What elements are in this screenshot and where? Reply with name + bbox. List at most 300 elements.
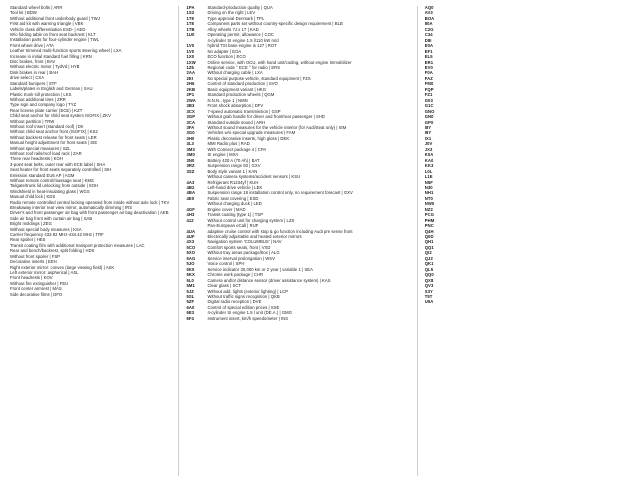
equipment-row: [425, 28, 636, 32]
equipment-description: Without backrest release for front seats | LER: [10, 134, 97, 140]
column-divider-1: [178, 6, 179, 476]
equipment-description: adaptive cruise control with stop & go function including Audi pre sense front: [207, 228, 353, 234]
equipment-code: 2EI: [186, 75, 194, 81]
equipment-description: Without traffic signs recognition | QKB: [207, 294, 280, 300]
column-left: [4, 6, 175, 298]
equipment-description: 4-cylinder SI engine 1.5 l/110 kW m/d: [207, 37, 279, 43]
equipment-code: FM0: [424, 81, 434, 87]
equipment-row: [186, 93, 413, 97]
equipment-code: I8Y: [424, 124, 432, 130]
equipment-description: Comfort sports seats, front | VXD: [207, 244, 271, 250]
equipment-code: F0A: [424, 70, 433, 76]
equipment-code: QK1: [424, 261, 434, 267]
equipment-code: G1C: [424, 103, 434, 109]
equipment-code: 2KB: [186, 86, 196, 92]
equipment-description: Without special measures | SZL: [10, 145, 71, 151]
equipment-code: Q4H: [424, 228, 434, 234]
equipment-code: 6F4: [186, 315, 194, 321]
equipment-row: [186, 284, 413, 288]
equipment-description: 7-speed automatic transmission | GSP: [207, 108, 281, 114]
equipment-code: IX1: [424, 135, 432, 141]
equipment-code: QH1: [424, 239, 434, 245]
equipment-code: 2H6: [186, 81, 195, 87]
equipment-description: Without partition | TRW: [10, 118, 55, 124]
equipment-row: [10, 76, 175, 80]
equipment-description: Refrigerant R1234yf | KUH: [207, 179, 259, 185]
equipment-description: Without add. lights (exterior lighting) | LCP: [207, 288, 289, 294]
columns-container: [4, 6, 636, 476]
equipment-code: 1PA: [186, 5, 195, 10]
equipment-code: 3L3: [186, 141, 194, 147]
equipment-description: Rear spoiler | HES: [10, 237, 46, 243]
equipment-description: Standard production wheels | QGM: [207, 92, 275, 98]
equipment-code: FZ1: [424, 92, 433, 98]
equipment-description: Disk brakes in rear | BAH: [10, 69, 59, 75]
equipment-description: Pan-European eCall | RUF: [207, 223, 259, 229]
equipment-description: Front center armrest | MAS: [10, 286, 62, 292]
equipment-code: 4GF: [186, 206, 195, 212]
equipment-description: Vehicles w/o special upgrade measures | FAM: [207, 130, 296, 136]
equipment-row: [425, 300, 636, 304]
equipment-description: Camera and/or distance sensor (driver assistance system) | KAS: [207, 277, 331, 283]
equipment-description: Disc brakes, front | BAV: [10, 59, 56, 65]
equipment-code: L1E: [424, 174, 433, 180]
equipment-row: [10, 22, 175, 26]
equipment-code: 3G0: [186, 130, 195, 136]
equipment-description: Without front spoiler | FSP: [10, 253, 61, 259]
equipment-row: [10, 87, 175, 91]
equipment-row: [425, 186, 636, 190]
equipment-code: 5JO: [186, 261, 195, 267]
equipment-row: [10, 222, 175, 226]
equipment-row: [425, 110, 636, 114]
equipment-description: Suspension range 18 installation control only, no requirement forecast | GXV: [207, 190, 353, 196]
equipment-row: [10, 114, 175, 118]
equipment-description: First aid kit with warning triangle | VBK: [10, 21, 84, 27]
equipment-row: [425, 99, 636, 103]
equipment-row: [425, 22, 636, 26]
equipment-description: Navigation system 'COLUMBUS' | NAV: [207, 239, 282, 245]
equipment-row: [425, 191, 636, 195]
equipment-description: N.N.N., type 1 | NMN: [207, 97, 248, 103]
equipment-description: Control of standard production | SVO: [207, 81, 278, 87]
equipment-code: ER1: [424, 59, 434, 65]
equipment-description: Breakaway interior rear view mirror, automatically dimming | IRS: [10, 205, 133, 211]
equipment-code: E0A: [424, 43, 434, 49]
equipment-description: Standard outside sound | ARH: [207, 119, 266, 125]
equipment-description: Operating permit, allowance | COC: [207, 32, 274, 38]
equipment-code: 3SZ: [186, 168, 195, 174]
equipment-description: Rear and bench/backrest, split folding | HDS: [10, 248, 95, 254]
equipment-description: Left exterior mirror: aspherical | ASL: [10, 269, 79, 275]
equipment-code: 5L0: [186, 277, 194, 283]
equipment-row: [425, 55, 636, 59]
equipment-row: [186, 115, 413, 119]
equipment-code: EL5: [424, 54, 433, 60]
equipment-code: 4UF: [186, 234, 195, 240]
equipment-code: EV0: [424, 64, 433, 70]
equipment-row: [425, 284, 636, 288]
equipment-row: [425, 93, 636, 97]
equipment-code: QL5: [424, 266, 434, 272]
equipment-code: JX3: [424, 146, 433, 152]
equipment-description: No special purpose vehicle, standard equipment | FZS: [207, 75, 311, 81]
equipment-row: [425, 224, 636, 228]
equipment-description: Without special body measures | KSA: [10, 226, 82, 232]
equipment-description: Clear glass | SCT: [207, 283, 242, 289]
equipment-description: Windshield in heat-insulating glass | WGS: [10, 188, 90, 194]
equipment-row: [425, 290, 636, 294]
equipment-description: ECO function | ECO: [207, 54, 246, 60]
equipment-code: 3CA: [186, 119, 196, 125]
equipment-description: Chrome work package | CHR: [207, 272, 264, 278]
equipment-description: Regional code ° ECE ° for radio | ERS: [207, 64, 281, 70]
equipment-code: 1V0: [186, 43, 195, 49]
equipment-code: 5ZF: [186, 299, 195, 305]
equipment-code: 6A0: [186, 304, 195, 310]
equipment-row: [425, 213, 636, 217]
equipment-code: PHM: [424, 217, 435, 223]
equipment-code: 5CO: [186, 244, 196, 250]
equipment-description: Without remote control/massage seat | KMS: [10, 178, 94, 183]
equipment-row: [425, 153, 636, 157]
equipment-description: Standard wheel bolts | ARR: [10, 5, 63, 10]
equipment-description: Alloy wheels 7J x 17 | KAD: [207, 26, 259, 32]
equipment-code: 4BA: [186, 190, 196, 196]
equipment-code: 1U0: [186, 32, 195, 38]
equipment-description: Transit coating (type 1) | TSP: [207, 212, 264, 218]
equipment-description: Front shock absorption | DFV: [207, 103, 264, 109]
equipment-description: Type approval Denmark | TPL: [207, 15, 265, 21]
equipment-row: [186, 153, 413, 157]
equipment-description: Transit coating film with additional transport protection measures | LAC: [10, 242, 145, 248]
equipment-code: 2AA: [186, 70, 196, 76]
equipment-description: Tailgate/trunk lid unlocking from outside | SOH: [10, 183, 99, 189]
equipment-row: [425, 295, 636, 299]
equipment-code: PNC: [424, 223, 434, 229]
equipment-description: Plastic decorative inserts, high gloss | DEK: [207, 135, 290, 141]
equipment-code: 1V0: [186, 48, 195, 54]
equipment-code: 5KX: [186, 272, 195, 278]
equipment-description: Front wheel drive | ATA: [10, 42, 54, 48]
equipment-row: [425, 208, 636, 212]
equipment-row: [10, 260, 175, 264]
equipment-description: Without roof insert (standard roof) | DII: [10, 123, 84, 129]
equipment-code: 3B3: [186, 103, 195, 109]
equipment-description: Three rear headrests | KOH: [10, 156, 63, 162]
equipment-description: Tool kit | BDW: [10, 10, 37, 16]
equipment-description: Without sound measures for the vehicle interior (for Audi/Seat only) | ISM: [207, 124, 347, 130]
equipment-code: QV3: [424, 283, 434, 289]
equipment-code: 5M1: [186, 283, 195, 289]
equipment-description: Digital radio reception | DVE: [207, 299, 262, 305]
equipment-description: Leather trimmed multi-function sports steering wheel | LXA: [10, 48, 122, 54]
equipment-code: 3GP: [186, 114, 196, 120]
equipment-code: N5F: [424, 179, 433, 185]
equipment-row: [425, 137, 636, 141]
equipment-row: [425, 164, 636, 168]
equipment-row: [425, 257, 636, 261]
equipment-row: [425, 235, 636, 239]
column-right: [421, 6, 636, 306]
equipment-row: [425, 121, 636, 125]
equipment-code: QI2: [424, 250, 432, 256]
equipment-code: K0A: [424, 152, 434, 158]
equipment-code: EF1: [424, 48, 433, 54]
equipment-code: 4E0: [186, 195, 195, 201]
equipment-code: T5T: [424, 294, 433, 300]
equipment-row: [425, 170, 636, 174]
equipment-description: Type sign and company logo | TYZ: [10, 102, 77, 108]
equipment-row: [425, 175, 636, 179]
equipment-description: Service indicator 30,000 km or 2 year | variable 1 | SEA: [207, 266, 313, 272]
equipment-description: Without charging cable | LXA: [207, 70, 263, 76]
equipment-description: Online service, with OCU, with hand unit/coding, without engine Immobilizer: [207, 59, 352, 65]
equipment-row: [425, 148, 636, 152]
equipment-row: [425, 279, 636, 283]
equipment-description: Bright moldings | ZEG: [10, 221, 52, 227]
equipment-row: [425, 39, 636, 43]
equipment-row: [186, 55, 413, 59]
equipment-description: Service interval prolongation | WSV: [207, 255, 275, 261]
equipment-code: 1XW: [186, 59, 196, 65]
equipment-description: Standard bumpers | STF: [10, 80, 57, 86]
equipment-description: Decorative inserts | EEH: [10, 259, 57, 265]
equipment-description: hybrid TSI base engine is 127 | ROT: [207, 43, 277, 49]
equipment-description: Emission standard EU6 AP | AGM: [10, 172, 75, 178]
equipment-code: QJ2: [424, 255, 433, 261]
equipment-code: NH1: [424, 190, 434, 196]
equipment-description: Without additional front underbody guard | TWJ: [10, 15, 100, 21]
equipment-row: [425, 240, 636, 244]
equipment-code: FAZ: [424, 75, 433, 81]
equipment-description: Installation parts for four-cylinder engine | TWL: [10, 37, 100, 43]
equipment-description: Basic equipment variant | HKG: [207, 86, 267, 92]
equipment-code: 5XO: [186, 250, 196, 256]
equipment-description: Increase in initial standard fuel filling | KRN: [10, 53, 92, 59]
equipment-code: G03: [424, 97, 433, 103]
equipment-row: [425, 142, 636, 146]
equipment-code: 1X0: [186, 54, 195, 60]
equipment-code: 3RZ: [186, 163, 195, 169]
equipment-code: GP0: [424, 119, 434, 125]
equipment-code: QQ0: [424, 272, 434, 278]
equipment-row: [425, 181, 636, 185]
equipment-row: [425, 126, 636, 130]
equipment-row: [425, 246, 636, 250]
equipment-code: 4B2: [186, 184, 195, 190]
equipment-description: Side decorative films | DFO: [10, 291, 63, 297]
equipment-row: [425, 202, 636, 206]
equipment-code: 4A3: [186, 179, 195, 185]
equipment-description: Engine cover | MAD: [207, 206, 246, 212]
equipment-description: Without electric motor | TydVd | HYB: [10, 64, 80, 70]
equipment-description: Without control unit for charging system | LZS: [207, 217, 295, 223]
equipment-code: KA0: [424, 157, 434, 163]
equipment-row: [425, 77, 636, 81]
equipment-row: [425, 131, 636, 135]
equipment-description: 4-cylinder SI engine 1.5 l unit (DE.A.) | GMG: [207, 310, 293, 316]
equipment-row: [425, 104, 636, 108]
equipment-code: 2P1: [186, 92, 195, 98]
equipment-row: [186, 164, 413, 168]
equipment-code: 5K5: [186, 266, 195, 272]
equipment-description: Driver's and front passenger air bag with front passenger air bag deactivation | AEB: [10, 210, 169, 216]
equipment-row: [186, 262, 413, 266]
equipment-description: Without charging duck | LED: [207, 201, 262, 207]
equipment-code: BOA: [424, 15, 435, 21]
equipment-description: Vehicle class differentiation ESD- | AED: [10, 26, 86, 32]
equipment-code: C2G: [424, 26, 434, 32]
equipment-row: [425, 11, 636, 15]
equipment-row: [425, 219, 636, 223]
equipment-code: QQ1: [424, 244, 434, 250]
equipment-code: NW0: [424, 201, 435, 207]
equipment-description: Control of special edition prices | SXE: [207, 304, 280, 310]
equipment-row: [425, 262, 636, 266]
equipment-description: Manual child lock | KDS: [10, 194, 56, 200]
equipment-description: Fabric seat covering | ESD: [207, 195, 259, 201]
equipment-code: 5SL: [186, 294, 195, 300]
equipment-code: PCG: [424, 212, 435, 218]
equipment-code: 1T8: [186, 15, 194, 21]
equipment-row: [425, 268, 636, 272]
equipment-row: [186, 224, 413, 228]
equipment-code: 4X3: [186, 239, 195, 245]
equipment-code: 5AG: [186, 255, 196, 261]
equipment-description: W/o folding table on front seat backrest | KLT: [10, 32, 96, 38]
equipment-row: [10, 141, 175, 145]
equipment-row: [186, 213, 413, 217]
equipment-code: 3CX: [186, 108, 195, 114]
equipment-description: Side air bag front with curtain air bag | SAB: [10, 215, 93, 221]
equipment-row: [425, 71, 636, 75]
equipment-code: 5JZ: [186, 288, 194, 294]
equipment-code: 4H3: [186, 212, 195, 218]
equipment-code: 3FA: [186, 124, 195, 130]
equipment-row: [186, 33, 413, 37]
equipment-row: [425, 159, 636, 163]
equipment-description: Labels/plates in English and German | SAU: [10, 86, 93, 92]
equipment-description: Without child seat anchor front (ISOFIX) | KS2: [10, 129, 98, 135]
equipment-row: [425, 88, 636, 92]
equipment-description: Carrier frequency 433.92 MHz-434.42 MHz | TRF: [10, 232, 104, 238]
equipment-row: [425, 17, 636, 21]
equipment-row: [10, 249, 175, 253]
equipment-code: U5A: [424, 299, 434, 305]
equipment-description: Electrically adjustable and heated exterior mirrors: [207, 234, 302, 240]
equipment-row: [425, 273, 636, 277]
equipment-row: [186, 44, 413, 48]
equipment-row: [425, 115, 636, 119]
equipment-row: [425, 61, 636, 65]
equipment-description: Without roof rails/roof load rack | ZAR: [10, 150, 82, 156]
equipment-description: Without camera systems/accident sensors | KSU: [207, 174, 301, 180]
equipment-description: drive select | CXA: [10, 75, 45, 81]
equipment-row: [425, 230, 636, 234]
equipment-description: Without tray areas package/box | ALG: [207, 250, 280, 256]
equipment-row: [10, 49, 175, 53]
equipment-code: 3H0: [186, 135, 195, 141]
equipment-code: 1Z6: [186, 64, 194, 70]
equipment-code: AV3: [424, 10, 433, 16]
equipment-code: QX8: [424, 277, 434, 283]
equipment-description: Component parts set without country-specific design requirement | BLB: [207, 21, 343, 27]
equipment-row: [425, 82, 636, 86]
equipment-description: Left-hand drive vehicle | LEK: [207, 184, 263, 190]
equipment-description: Body style variant 1 | KAN: [207, 168, 258, 174]
equipment-code: L0L: [424, 168, 433, 174]
equipment-row: [186, 317, 413, 321]
equipment-code: C34: [424, 32, 433, 38]
equipment-row: [425, 251, 636, 255]
equipment-description: Without additional tires | ZRR: [10, 96, 66, 102]
equipment-code: D8I: [424, 37, 432, 43]
equipment-description: SI engine | MXA: [207, 152, 239, 158]
equipment-code: GNO: [424, 108, 435, 114]
equipment-code: 3M3: [186, 146, 195, 152]
equipment-code: AQ0: [424, 5, 434, 10]
equipment-code: KK3: [424, 163, 434, 169]
equipment-description: Standard-production quality | QUA: [207, 5, 273, 10]
equipment-row: [425, 33, 636, 37]
equipment-code: GN0: [424, 114, 434, 120]
equipment-row: [10, 168, 175, 172]
equipment-code: 2WA: [186, 97, 196, 103]
equipment-description: Seat heater for front seats separately controlled | SIH: [10, 167, 112, 173]
column-middle: [182, 6, 413, 322]
equipment-description: MMI Radio plus | RAD: [207, 141, 250, 147]
equipment-description: Suspension range 93 | GXV: [207, 163, 261, 169]
equipment-row: [10, 287, 175, 291]
equipment-row: [425, 66, 636, 70]
equipment-code: J0V: [424, 141, 433, 147]
equipment-description: Radio remote controlled central locking operated from inside without axle lock | TKV: [10, 199, 170, 205]
equipment-code: 6E3: [186, 310, 195, 316]
equipment-code: 3M0: [186, 152, 195, 158]
equipment-row: [186, 175, 413, 179]
equipment-code: 1TB: [186, 26, 195, 32]
equipment-description: Plastic trunk sill protection | LKS: [10, 91, 72, 97]
equipment-code: 1S3: [186, 10, 195, 16]
equipment-code: S3Y: [424, 288, 433, 294]
equipment-description: 3-point seat belts, outer rear with ECE label | SHA: [10, 161, 106, 167]
equipment-code: 1T8: [186, 21, 194, 27]
equipment-row: [10, 195, 175, 199]
equipment-row: [186, 104, 413, 108]
equipment-code: N30: [424, 184, 433, 190]
equipment-description: Battery 420 A (70 Ah) | BAT: [207, 157, 260, 163]
equipment-row: [186, 273, 413, 277]
equipment-description: Front headrests | KOV: [10, 275, 53, 281]
equipment-code: 412: [186, 217, 194, 223]
equipment-row: [425, 197, 636, 201]
equipment-row: [425, 50, 636, 54]
equipment-description: Right exterior mirror: convex (large viewing field) | ASK: [10, 264, 115, 270]
equipment-description: Rear license plate carrier (ECE) | KZT: [10, 107, 83, 113]
equipment-code: 80A: [424, 21, 433, 27]
equipment-description: With Connect package 4 | CPA: [207, 146, 267, 152]
equipment-code: 4UA: [186, 228, 196, 234]
equipment-row: [10, 293, 175, 297]
equipment-row: [425, 6, 636, 10]
equipment-description: Child seat anchor for child seat system ISOFIX | ZKV: [10, 113, 111, 119]
equipment-code: Q0D: [424, 234, 434, 240]
equipment-code: 3N0: [186, 157, 195, 163]
equipment-description: No adapter | EOA: [207, 48, 242, 54]
equipment-code: NZ2: [424, 206, 433, 212]
column-divider-2: [417, 6, 418, 476]
